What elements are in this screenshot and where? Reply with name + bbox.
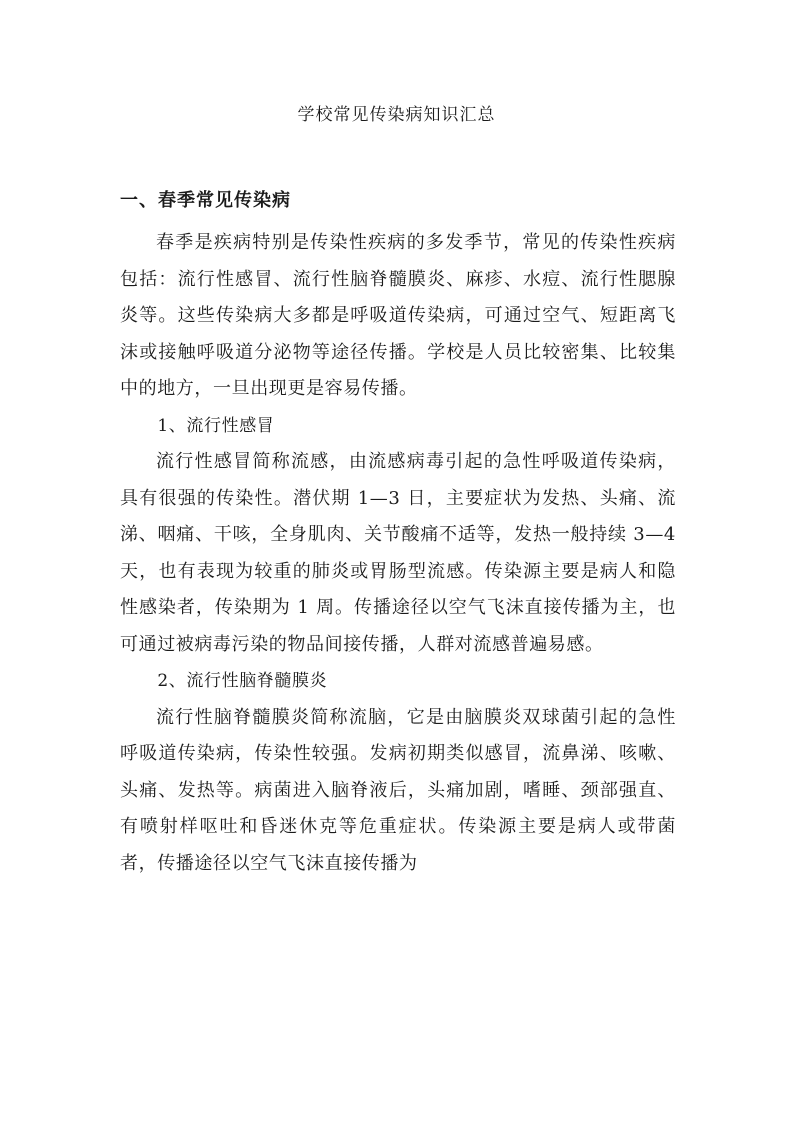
section-intro-paragraph: 春季是疾病特别是传染性疾病的多发季节，常见的传染性疾病包括：流行性感冒、流行性脑脊髓膜炎、麻疹、水痘、流行性腮腺炎等。这些传染病大多都是呼吸道传染病，可通过空气、短距离飞沫或接触呼吸道分泌物等途径传播。学校是人员比较密集、比较集中的地方，一旦出现更是容易传播。 <box>120 232 676 399</box>
section-heading: 一、春季常见传染病 <box>120 190 291 211</box>
document-title: 学校常见传染病知识汇总 <box>297 105 496 125</box>
document-body <box>120 183 676 882</box>
subsection-paragraph-meningitis: 流行性脑脊髓膜炎简称流脑，它是由脑膜炎双球菌引起的急性呼吸道传染病，传染性较强。发病初期类似感冒，流鼻涕、咳嗽、头痛、发热等。病菌进入脑脊液后，头痛加剧，嗜睡、颈部强直、有喷射样呕吐和昏迷休克等危重症状。传染源主要是病人或带菌者，传播途径以空气飞沫直接传播为 <box>120 706 676 874</box>
subsection-heading-flu: 1、流行性感冒 <box>157 415 275 436</box>
subsection-heading-meningitis: 2、流行性脑脊髓膜炎 <box>157 671 328 691</box>
subsection-paragraph-flu: 流行性感冒简称流感，由流感病毒引起的急性呼吸道传染病，具有很强的传染性。潜伏期 1—3 日，主要症状为发热、头痛、流涕、咽痛、干咳，全身肌肉、关节酸痛不适等，发热一般持续 3—4 天，也有表现为较重的肺炎或胃肠型流感。传染源主要是病人和隐性感染者，传染期为 1 周。传播途径以空气飞沫直接传播为主，也可通过被病毒污染的物品间接传播，人群对流感普遍易感。 <box>120 451 676 655</box>
